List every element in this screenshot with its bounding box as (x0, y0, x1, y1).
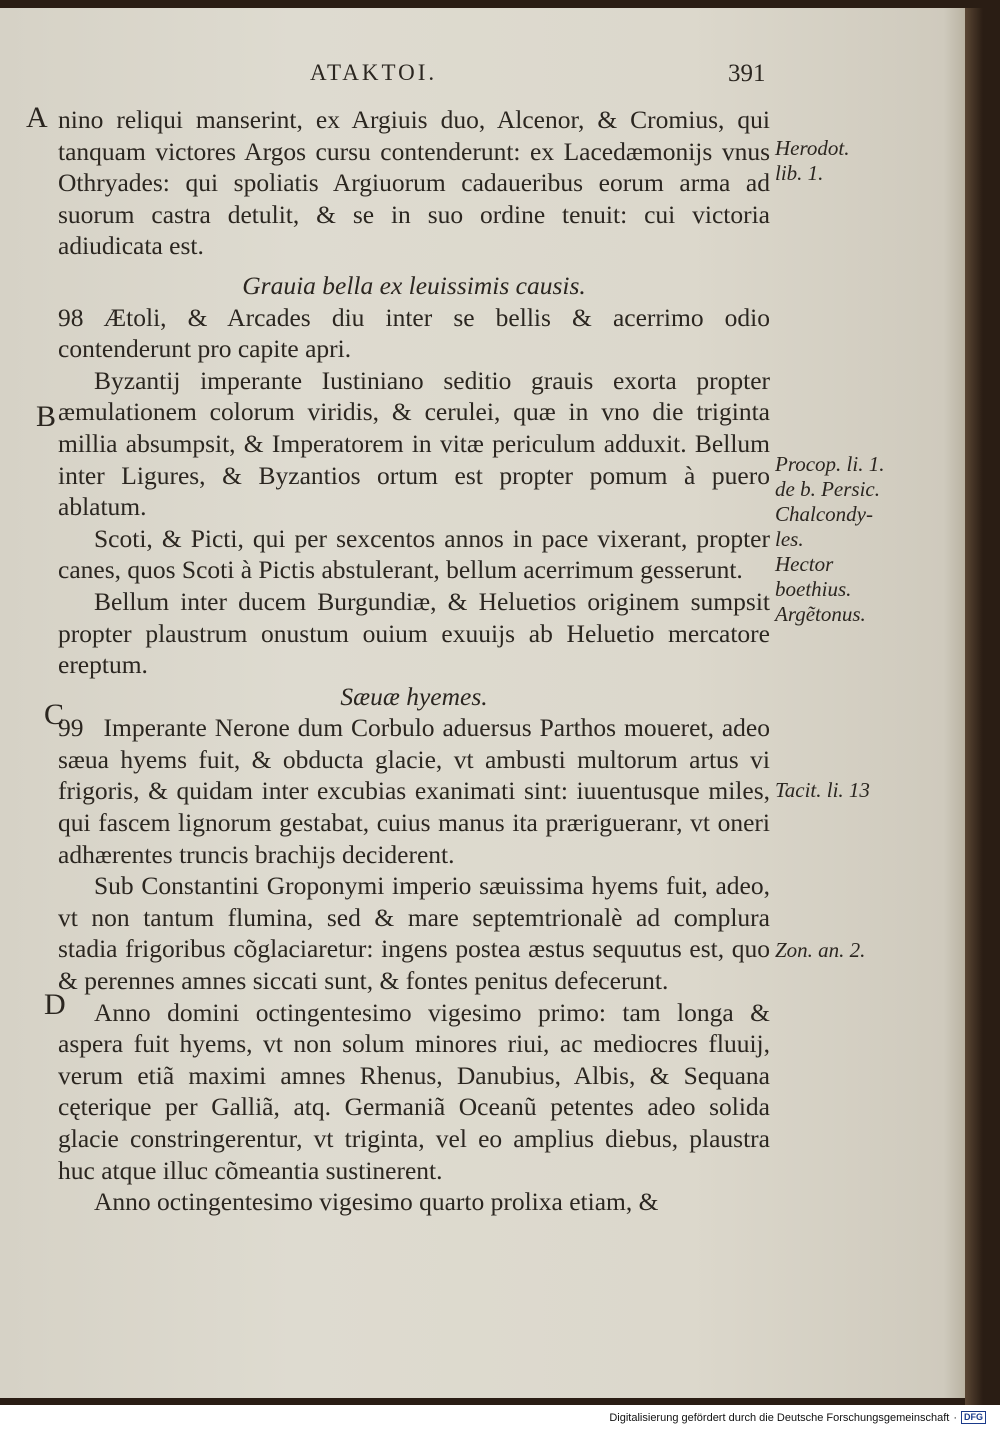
signature-letter-c: C (44, 698, 65, 731)
margin-note-line: Hector (775, 552, 834, 576)
margin-note-line: boethius. (775, 577, 852, 601)
paragraph: Sub Constantini Groponymi imperio sæuissima hyems fuit, adeo, vt non tantum flumina, sed & mare septemtrionalè ad complura stadia frigoribus cõglaciaretur: ingens postea æstus sequutus est, quo & perennes amnes siccati sunt, & fontes penitus defecerunt. (58, 871, 770, 996)
paragraph-text: Ætoli, & Arcades diu inter se bellis & acerrimo odio contenderunt pro capite apri. (58, 302, 770, 364)
section-heading: Sæuæ hyemes. (340, 681, 488, 711)
margin-note-herodotus (775, 136, 849, 186)
margin-note-zonaras (775, 938, 865, 963)
paragraph-99 (58, 712, 770, 870)
paragraph-98 (58, 302, 770, 365)
paragraph-text: Imperante Nerone dum Corbulo aduersus Parthos moueret, adeo sæua hyems fuit, & obducta glacie, vt ambusti multorum artus vi frigoris, & quidam inter excubias exanimati sint: iuuentusque miles, qui fascem lignorum gestabat, cuius manus ita prærigueranr, vt oneri adhærentes truncis brachijs deciderent. (58, 713, 770, 869)
paragraph: Anno octingentesimo vigesimo quarto prolixa etiam, & (94, 1187, 659, 1217)
digitization-footer (609, 1411, 986, 1424)
section-number: 99 (58, 713, 84, 743)
margin-note-line: Procop. li. 1. (775, 452, 885, 476)
margin-note-line: Chalcondy- (775, 502, 873, 526)
signature-letter-b: B (36, 400, 57, 433)
signature-letter-d: D (44, 988, 66, 1021)
margin-note-line: Argẽtonus. (775, 602, 866, 626)
paper-page (0, 8, 983, 1398)
paragraph: Bellum inter ducem Burgundiæ, & Heluetios originem sumpsit propter plaustrum onustum ouium exuuijs ab Heluetio mercatore ereptum. (58, 586, 770, 680)
section-heading: Grauia bella ex leuissimis causis. (242, 270, 586, 300)
margin-note-tacitus (775, 778, 870, 803)
separator-dot: · (953, 1411, 957, 1424)
section-number: 98 (58, 302, 84, 332)
margin-note-line: de b. Persic. (775, 477, 880, 501)
main-text (58, 104, 770, 1218)
footer-credit: Digitalisierung gefördert durch die Deutsche Forschungsgemeinschaft (609, 1411, 950, 1424)
page-edge-shadow (965, 8, 983, 1405)
margin-note-line: Herodot. (775, 136, 850, 160)
margin-note-line: Tacit. li. 13 (775, 778, 870, 802)
running-head: ATAKTOI. (310, 60, 438, 85)
page-number: 391 (728, 60, 766, 87)
paragraph: Byzantij imperante Iustiniano seditio grauis exorta propter æmulationem colorum viridis, & cerulei, quæ in vno die triginta millia absumpsit, & Imperatorem in vitæ periculum adduxit. Bellum inter Ligures, & Byzantios ortum est propter pomum à puero ablatum. (58, 365, 770, 522)
margin-note-procopius (775, 452, 884, 627)
dfg-logo-icon: DFG (961, 1411, 986, 1424)
signature-letter-a: A (26, 101, 48, 134)
paragraph: Anno domini octingentesimo vigesimo primo: tam longa & aspera fuit hyems, vt non solum minores riui, ac mediocres fluuij, verum etiã maximi amnes Rhenus, Danubius, Albis, & Sequana cęterique per Galliã, atq. Germaniã Oceanũ petentes adeo solida glacie constringerentur, vt triginta, vel eo amplius diebus, plaustra huc atque illuc cõmeantia sustinerent. (58, 997, 770, 1185)
margin-note-line: lib. 1. (775, 161, 824, 185)
paragraph: Scoti, & Picti, qui per sexcentos annos in pace vixerant, propter canes, quos Scoti à Pictis abstulerant, bellum acerrimum gesserunt. (58, 523, 770, 585)
margin-note-line: les. (775, 527, 804, 551)
paragraph: nino reliqui manserint, ex Argiuis duo, Alcenor, & Cromius, qui tanquam victores Argos cursu contenderunt: ex Lacedæmonijs vnus Othryades: qui spoliatis Argiuorum cadaueribus eorum arma ad suorum castra detulit, & se in suo ordine tenuit: cui victoria adiudicata est. (58, 105, 770, 261)
margin-note-line: Zon. an. 2. (775, 938, 866, 962)
